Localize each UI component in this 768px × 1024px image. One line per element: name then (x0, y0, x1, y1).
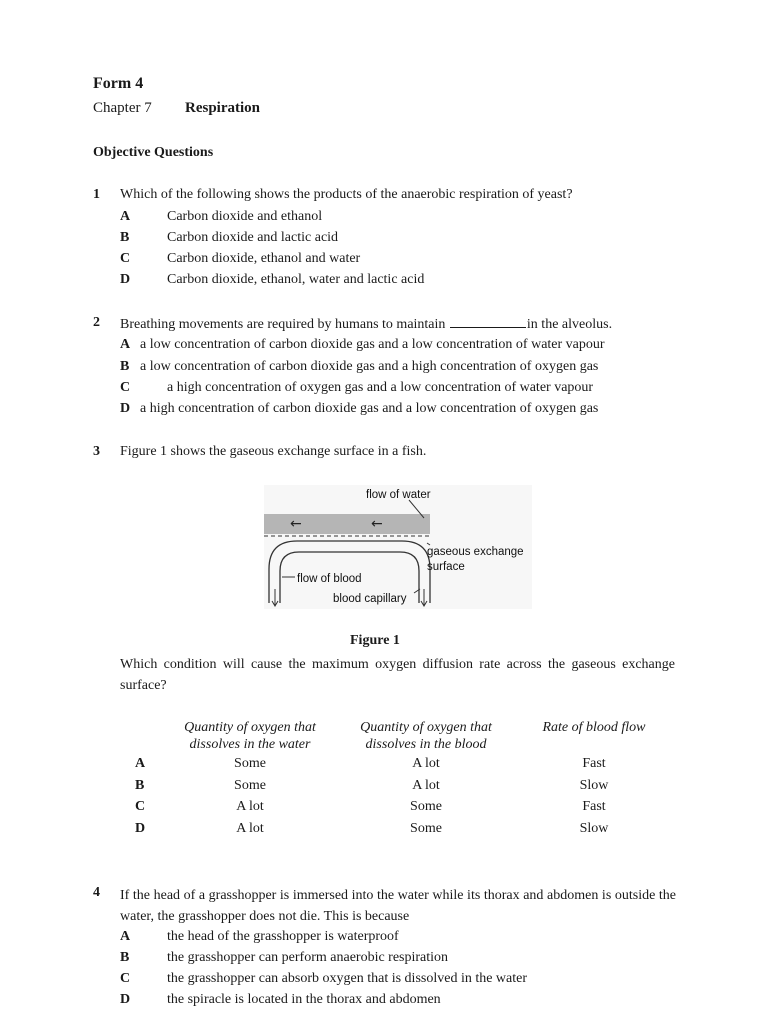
table-row-a-letter: A (135, 756, 146, 771)
q4-option-c-text: the grasshopper can absorb oxygen that is dissolved in the water (167, 971, 528, 986)
q2-number: 2 (93, 315, 100, 330)
table-header-blood: Quantity of oxygen that dissolves in the blood (360, 720, 492, 752)
table-header-rate: Rate of blood flow (542, 720, 646, 735)
q4-option-b-letter: B (120, 950, 130, 965)
table-row-c-blood: Some (410, 799, 442, 814)
label-flow-of-blood: flow of blood (297, 573, 362, 585)
q1-option-d-letter: D (120, 272, 131, 287)
table-row-c-rate: Fast (582, 799, 606, 814)
q2-text (120, 315, 612, 333)
water-arrow-left: ← (290, 516, 302, 532)
water-arrow-right: ← (371, 516, 383, 532)
q2-option-d-letter: D (120, 401, 131, 416)
q1-option-a-text: Carbon dioxide and ethanol (167, 209, 323, 224)
q2-text-before: Breathing movements are required by humans to maintain (120, 317, 446, 332)
table-row-d-water: A lot (236, 821, 264, 836)
q3-text: Figure 1 shows the gaseous exchange surface in a fish. (120, 444, 427, 459)
q4-option-c-letter: C (120, 971, 131, 986)
figure-gaseous-exchange (264, 485, 532, 609)
table-row-d-blood: Some (410, 821, 442, 836)
q4-option-d-text: the spiracle is located in the thorax and abdomen (167, 992, 441, 1007)
label-gaseous-exchange: gaseous exchange (427, 546, 524, 558)
chapter-label: Chapter 7 (93, 100, 152, 116)
table-row-a-blood: A lot (412, 756, 440, 771)
q1-option-a-letter: A (120, 209, 131, 224)
table-row-b-blood: A lot (412, 778, 440, 793)
answer-blank (450, 315, 526, 328)
q2-text-after: in the alveolus. (526, 317, 613, 332)
table-row-d-letter: D (135, 821, 146, 836)
q2-option-b-letter: B (120, 359, 130, 374)
table-row-b-rate: Slow (579, 778, 609, 793)
q2-option-c-letter: C (120, 380, 131, 395)
table-header-water: Quantity of oxygen that dissolves in the water (184, 720, 316, 752)
q4-option-d-letter: D (120, 992, 131, 1007)
chapter-heading (93, 100, 260, 117)
q1-option-b-letter: B (120, 230, 130, 245)
q1-option-d-text: Carbon dioxide, ethanol, water and lactic acid (167, 272, 425, 287)
q3-question: Which condition will cause the maximum oxygen diffusion rate across the gaseous exchange surface? (120, 657, 675, 693)
q2-option-a-letter: A (120, 337, 131, 352)
label-surface: surface (427, 561, 465, 573)
q1-option-b-text: Carbon dioxide and lactic acid (167, 230, 339, 245)
q2-option-b-text: a low concentration of carbon dioxide gas and a high concentration of oxygen gas (140, 359, 599, 374)
q2-option-a-text: a low concentration of carbon dioxide gas and a low concentration of water vapour (140, 337, 605, 352)
table-row-d-rate: Slow (579, 821, 609, 836)
table-row-a-rate: Fast (582, 756, 606, 771)
q4-option-a-text: the head of the grasshopper is waterproof (167, 929, 399, 944)
q4-option-b-text: the grasshopper can perform anaerobic respiration (167, 950, 449, 965)
q2-option-d-text: a high concentration of carbon dioxide gas and a low concentration of oxygen gas (140, 401, 599, 416)
q4-number: 4 (93, 885, 100, 900)
q2-option-c-text: a high concentration of oxygen gas and a low concentration of water vapour (167, 380, 594, 395)
q1-number: 1 (93, 187, 100, 202)
q3-number: 3 (93, 444, 100, 459)
table-row-b-water: Some (234, 778, 266, 793)
label-blood-capillary: blood capillary (333, 593, 407, 605)
chapter-title: Respiration (185, 100, 260, 116)
q1-text: Which of the following shows the products of the anaerobic respiration of yeast? (120, 187, 573, 202)
label-flow-of-water: flow of water (366, 489, 431, 501)
table-row-a-water: Some (234, 756, 266, 771)
section-heading: Objective Questions (93, 145, 214, 160)
q1-option-c-text: Carbon dioxide, ethanol and water (167, 251, 361, 266)
form-title: Form 4 (93, 75, 144, 92)
figure-caption: Figure 1 (350, 633, 400, 648)
table-row-c-letter: C (135, 799, 146, 814)
table-row-c-water: A lot (236, 799, 264, 814)
q4-text: If the head of a grasshopper is immersed into the water while its thorax and abdomen is outside the water, the grasshopper does not die. This is because (120, 888, 676, 924)
table-row-b-letter: B (135, 778, 145, 793)
q1-option-c-letter: C (120, 251, 131, 266)
q4-option-a-letter: A (120, 929, 131, 944)
water-channel (264, 514, 430, 534)
